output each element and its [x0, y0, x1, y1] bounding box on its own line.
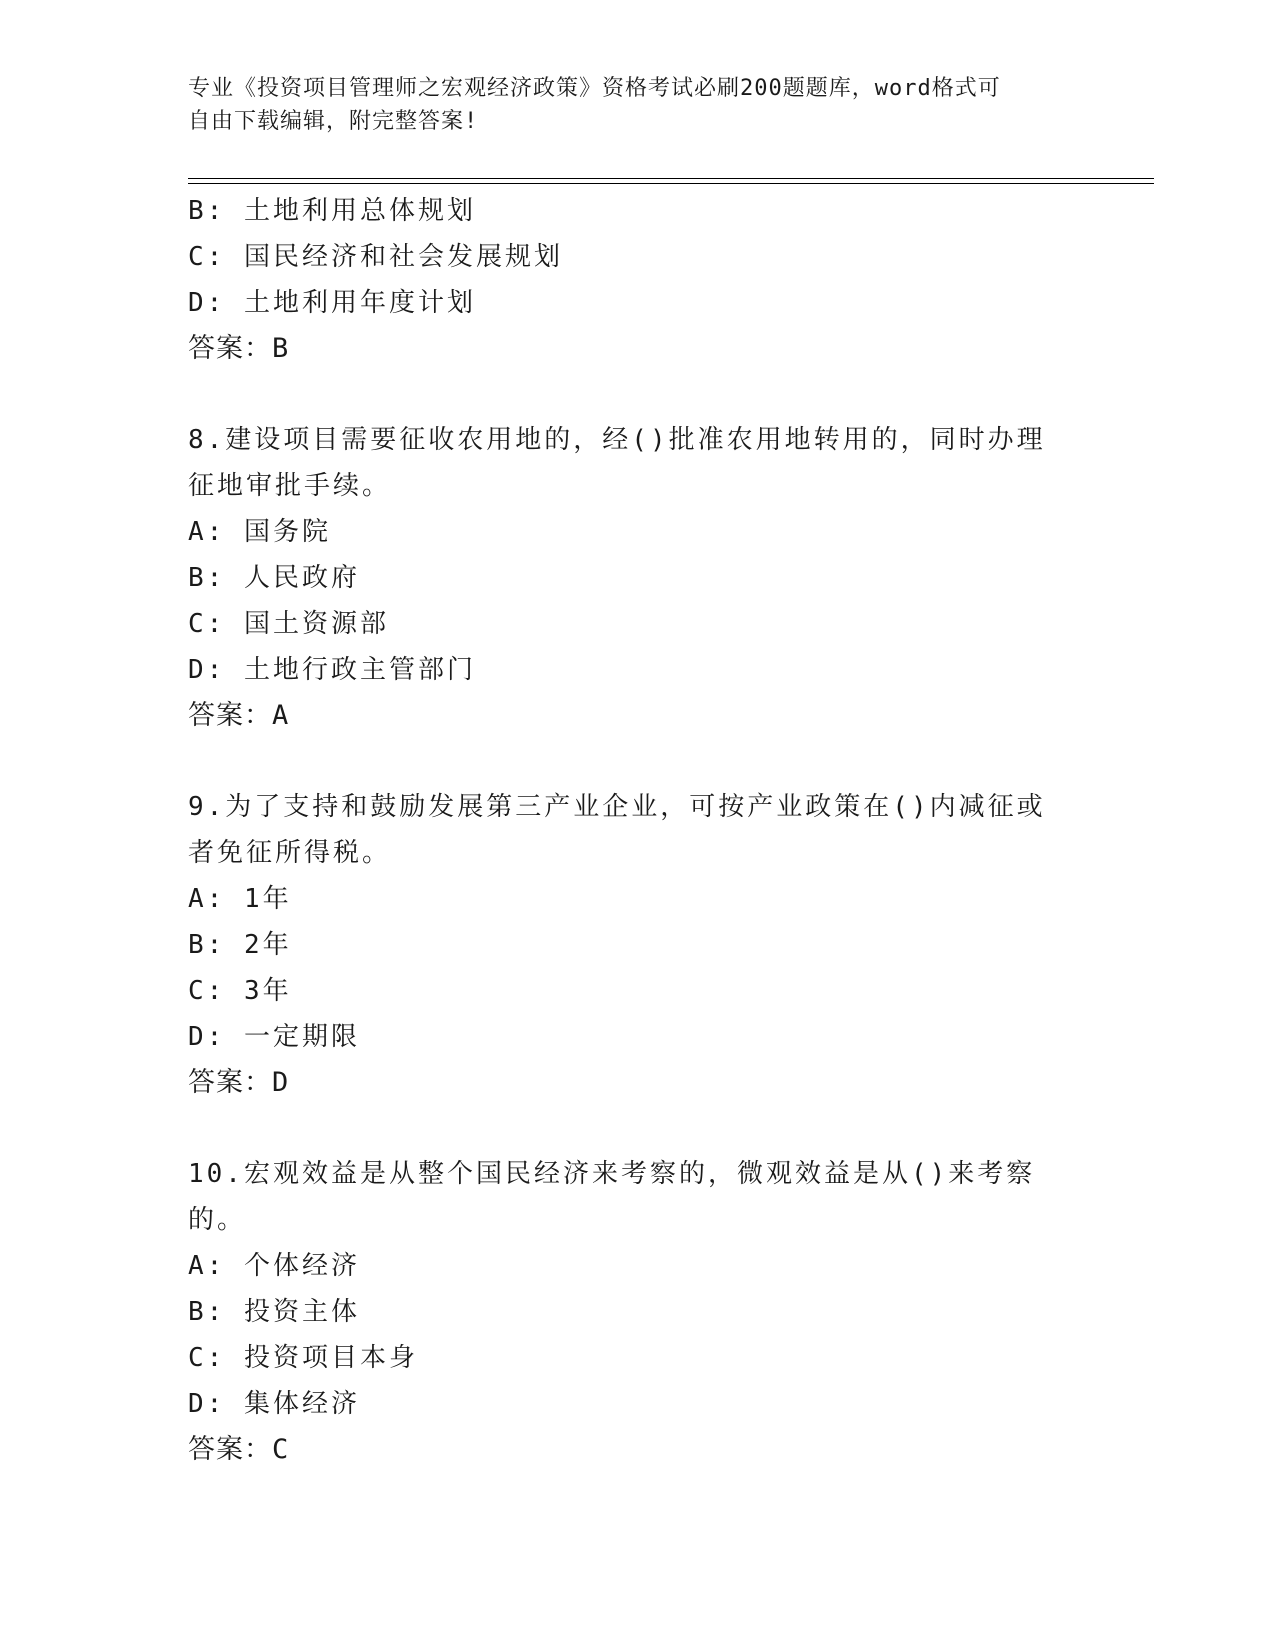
option-c: C: 3年: [188, 976, 292, 1006]
option-d: D: 土地利用年度计划: [188, 288, 476, 318]
header-divider-bottom: [188, 183, 1154, 184]
question-text: 8.建设项目需要征收农用地的，经()批准农用地转用的，同时办理征地审批手续。: [188, 425, 1046, 501]
question-9: [188, 784, 1088, 1106]
option-a: A: 国务院: [188, 517, 331, 547]
answer-line: [188, 326, 1088, 372]
option-d: D: 土地行政主管部门: [188, 655, 476, 685]
option-c: C: 国土资源部: [188, 609, 389, 639]
answer-value: B: [272, 333, 290, 364]
option-b: B: 2年: [188, 930, 292, 960]
option-b: B: 投资主体: [188, 1297, 360, 1327]
header-line-1: 专业《投资项目管理师之宏观经济政策》资格考试必刷200题题库，word格式可: [188, 76, 1001, 101]
answer-label: 答案：: [188, 700, 272, 731]
answer-label: 答案：: [188, 1434, 272, 1465]
option-c: C: 投资项目本身: [188, 1343, 418, 1373]
question-list: [188, 188, 1088, 1473]
question-10: [188, 1151, 1088, 1473]
option-b: B: 土地利用总体规划: [188, 196, 476, 226]
option-a: A: 个体经济: [188, 1251, 360, 1281]
option-c: C: 国民经济和社会发展规划: [188, 242, 563, 272]
answer-line: [188, 693, 1088, 739]
answer-value: D: [272, 1067, 290, 1098]
option-a: A: 1年: [188, 884, 292, 914]
option-d: D: 一定期限: [188, 1022, 360, 1052]
question-text: 10.宏观效益是从整个国民经济来考察的，微观效益是从()来考察的。: [188, 1159, 1036, 1235]
answer-label: 答案：: [188, 333, 272, 364]
header-line-2: 自由下载编辑，附完整答案!: [188, 109, 479, 134]
answer-label: 答案：: [188, 1067, 272, 1098]
question-text: 9.为了支持和鼓励发展第三产业企业，可按产业政策在()内减征或者免征所得税。: [188, 792, 1046, 868]
question-7-continued: [188, 188, 1088, 372]
answer-value: A: [272, 700, 290, 731]
document-header: [188, 72, 1068, 138]
question-8: [188, 417, 1088, 739]
option-b: B: 人民政府: [188, 563, 360, 593]
answer-line: [188, 1427, 1088, 1473]
answer-line: [188, 1060, 1088, 1106]
option-d: D: 集体经济: [188, 1389, 360, 1419]
answer-value: C: [272, 1434, 290, 1465]
header-divider-top: [188, 178, 1154, 179]
